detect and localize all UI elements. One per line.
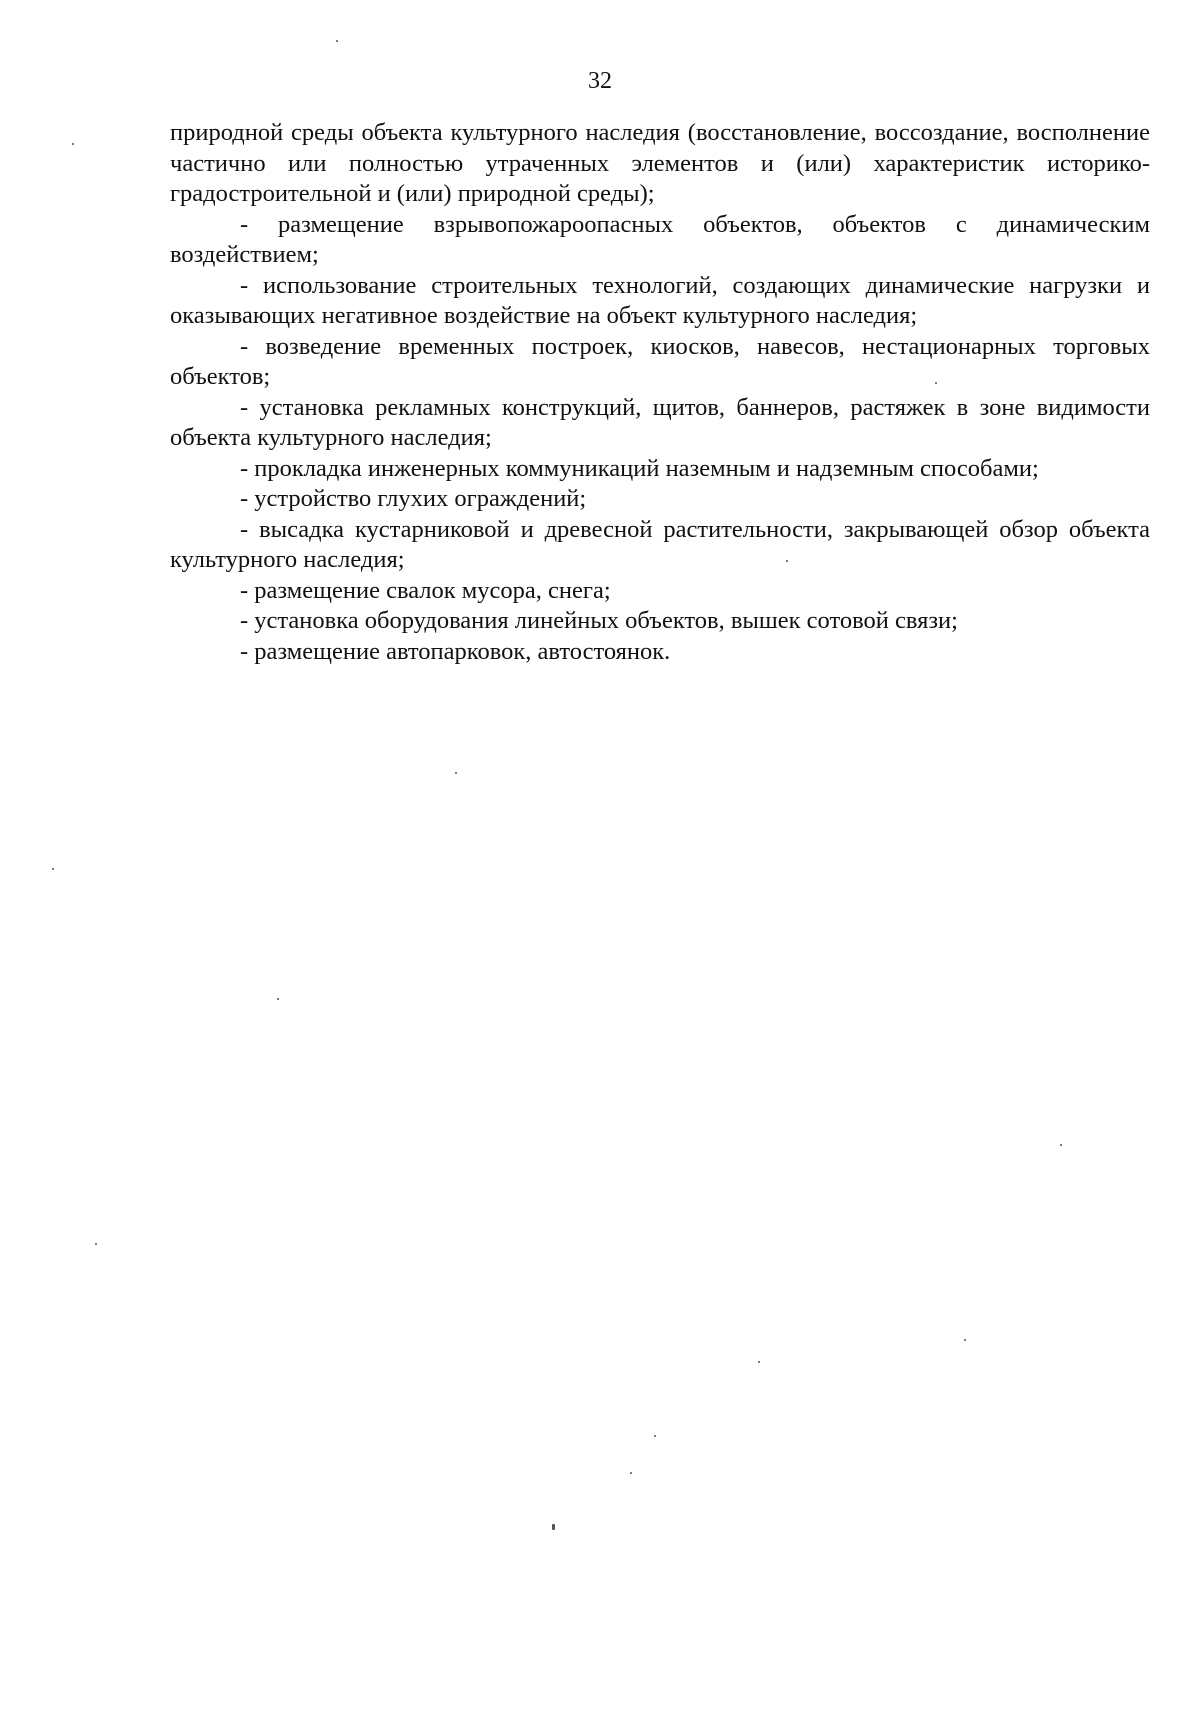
list-item: - использование строительных технологий, создающих динамические нагрузки и оказывающих негативное воздействие на объект культурного наследия; — [170, 271, 1150, 329]
scan-speck — [964, 1339, 966, 1341]
scan-speck — [630, 1472, 632, 1474]
scan-speck — [455, 772, 457, 774]
scan-speck — [95, 1243, 97, 1245]
scan-speck — [72, 143, 74, 145]
list-item: - размещение взрывопожароопасных объектов, объектов с динамическим воздействием; — [170, 210, 1150, 268]
scan-speck — [277, 998, 279, 1000]
paragraph-continuation: природной среды объекта культурного наследия (восстановление, воссоздание, восполнение частично или полностью утраченных элементов и (или) характеристик историко-градостроительной и (или) природной среды); — [170, 119, 1150, 207]
scan-speck — [935, 382, 937, 384]
list-item: - высадка кустарниковой и древесной растительности, закрывающей обзор объекта культурного наследия; — [170, 515, 1150, 573]
scan-speck — [552, 1524, 555, 1530]
scan-speck — [758, 1361, 760, 1363]
document-body — [170, 118, 1150, 667]
list-item: - размещение автопарковок, автостоянок. — [240, 637, 671, 665]
list-item: - устройство глухих ограждений; — [240, 485, 587, 512]
list-item: - установка оборудования линейных объектов, вышек сотовой связи; — [240, 607, 958, 634]
list-item: - возведение временных построек, киосков, навесов, нестационарных торговых объектов; — [170, 332, 1150, 390]
scan-speck — [654, 1435, 656, 1437]
list-item: - установка рекламных конструкций, щитов, баннеров, растяжек в зоне видимости объекта культурного наследия; — [170, 393, 1150, 451]
page-number: 32 — [588, 68, 612, 94]
scan-speck — [786, 560, 788, 562]
list-item: - прокладка инженерных коммуникаций наземным и надземным способами; — [240, 454, 1039, 482]
scan-speck — [1060, 1144, 1062, 1146]
scan-speck — [52, 868, 54, 870]
list-item: - размещение свалок мусора, снега; — [240, 576, 611, 604]
scan-speck — [336, 40, 338, 42]
